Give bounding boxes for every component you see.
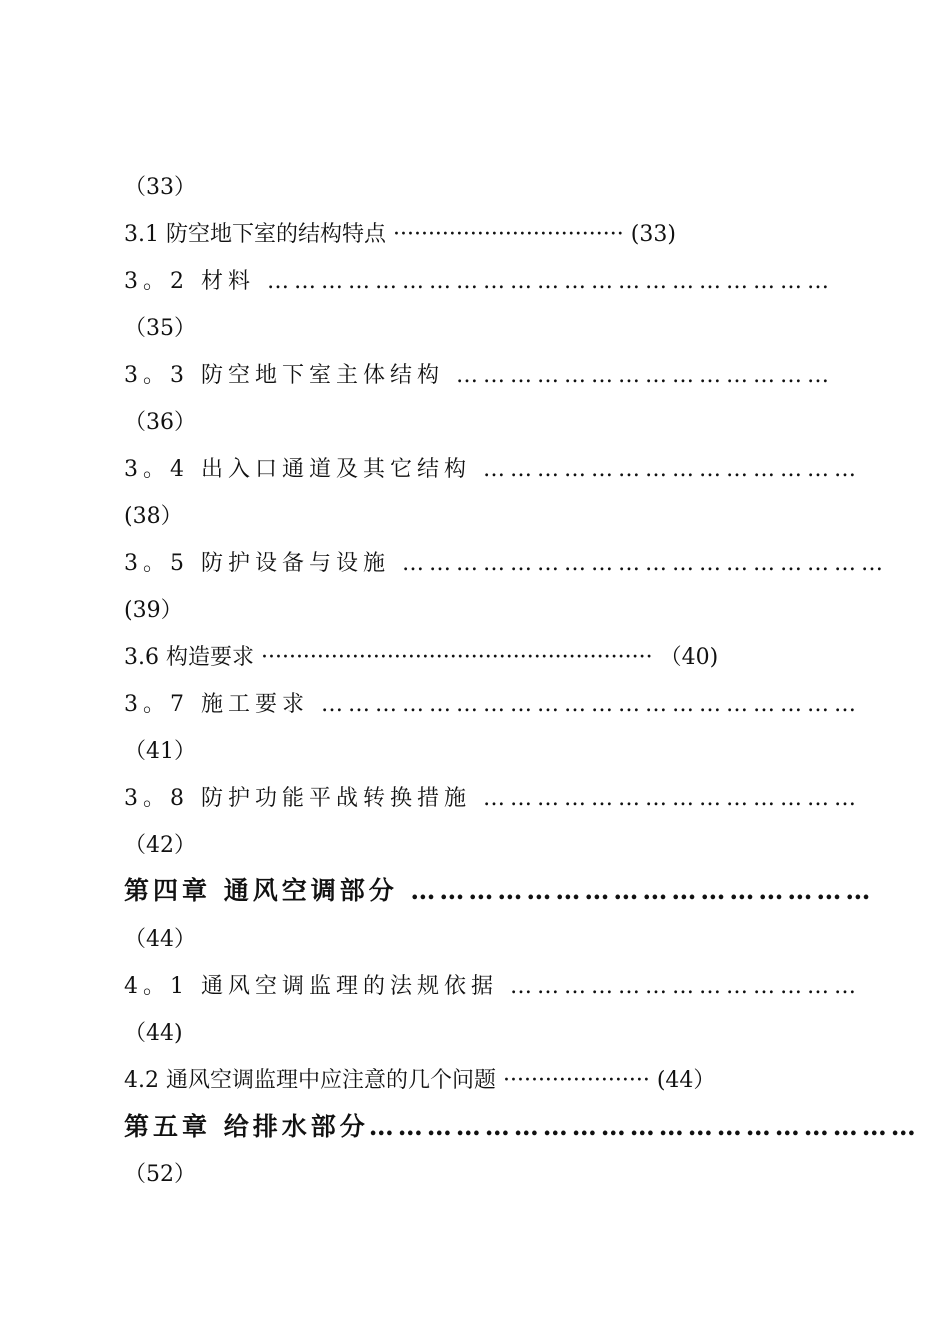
toc-page-number: （36） <box>124 410 196 435</box>
toc-entry-3-8: 3。8 防护功能平战转换措施 …………………………………… <box>124 786 861 811</box>
toc-entry-3-1: 3.1 防空地下室的结构特点 ································· (33) <box>124 222 676 247</box>
toc-page-number: （42） <box>124 833 196 858</box>
toc-page-number: （35） <box>124 316 196 341</box>
toc-entry-3-2: 3。2 材料 ……………………………………………………… <box>124 269 834 294</box>
toc-chapter-4: 第四章 通风空调部分 ………………………………………… <box>124 876 875 905</box>
toc-page-number: （52） <box>124 1162 196 1187</box>
toc-page-number: (39） <box>124 598 183 623</box>
toc-chapter-5: 第五章 给排水部分………………………………………………… <box>124 1112 920 1141</box>
toc-entry-3-4: 3。4 出入口通道及其它结构 …………………………………… <box>124 457 861 482</box>
toc-page-number: （44） <box>124 927 196 952</box>
toc-entry-4-1: 4。1 通风空调监理的法规依据 ………………………………… <box>124 974 861 999</box>
toc-page-number: (38） <box>124 504 183 529</box>
toc-entry-3-3: 3。3 防空地下室主体结构 …………………………………… <box>124 363 834 388</box>
toc-entry-3-5: 3。5 防护设备与设施 ……………………………………………… <box>124 551 888 576</box>
toc-entry-4-2: 4.2 通风空调监理中应注意的几个问题 ····················· (44） <box>124 1068 716 1093</box>
toc-page-number: （41） <box>124 739 196 764</box>
toc-entry-3-7: 3。7 施工要求 …………………………………………………… <box>124 692 861 717</box>
toc-entry-3-6: 3.6 构造要求 ························································ （40) <box>124 645 719 670</box>
toc-page-number: （33） <box>124 175 196 200</box>
toc-page-number: （44) <box>124 1021 183 1046</box>
